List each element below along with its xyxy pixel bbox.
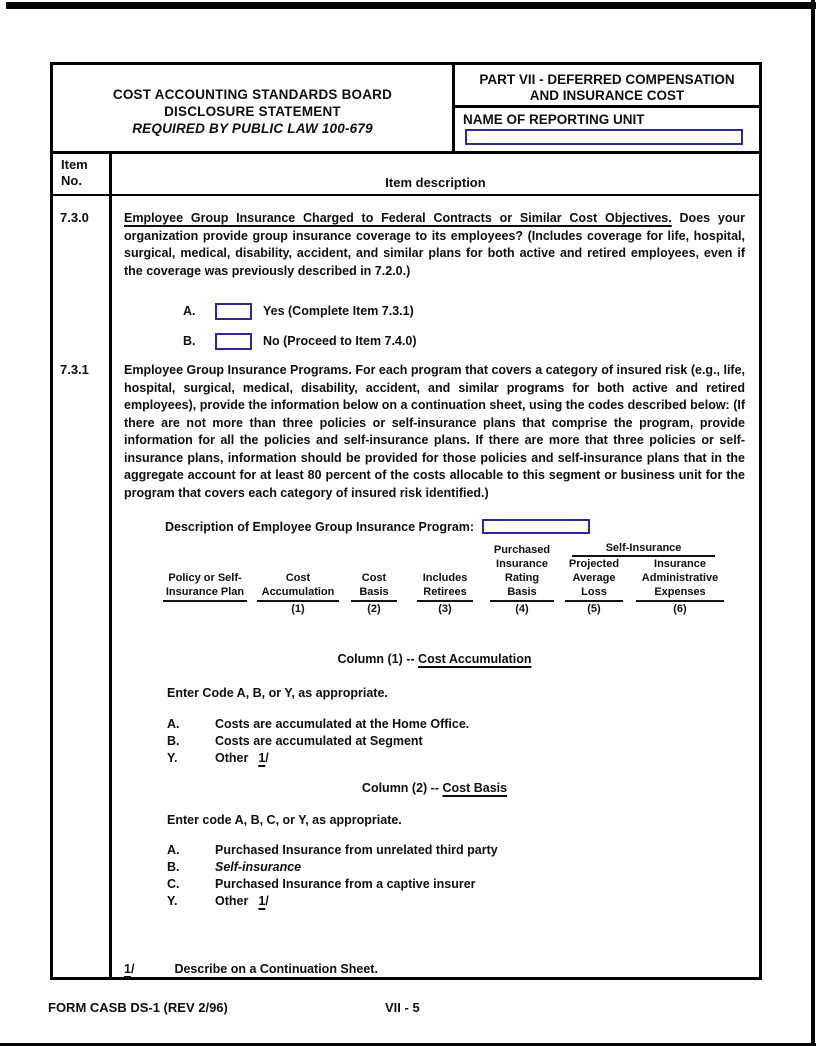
item-description-header	[112, 154, 759, 194]
column-header-cost-accumulation	[257, 571, 339, 617]
program-description-row	[165, 519, 745, 537]
column-header-line: Insurance	[496, 558, 548, 570]
yes-checkbox[interactable]	[215, 303, 252, 320]
column-header-line: Basis	[359, 586, 389, 598]
item-number-731: 7.3.1	[60, 362, 89, 377]
column-header-line: Expenses	[654, 586, 706, 598]
code-text: Purchased Insurance from a captive insurer	[215, 877, 476, 891]
code-letter: B.	[167, 734, 180, 748]
column-header-line: Purchased	[493, 544, 551, 556]
footnote-reference-slash: /	[265, 894, 269, 908]
item-730-body: Does your organization provide group insurance coverage to its employees? (Includes coverage for life, hospital, surgical, medical, disability, accident, and similar plans for both active and retired employees, even if the coverage was previously described in 7.2.0.)	[124, 211, 745, 278]
form-id: FORM CASB DS-1 (REV 2/96)	[48, 1000, 228, 1015]
column-header-purchased-rating-basis	[490, 543, 554, 617]
column-header-policy-plan	[163, 571, 247, 602]
footnote-text: Describe on a Continuation Sheet.	[174, 962, 378, 976]
item-number-column	[53, 196, 112, 979]
code-text: Costs are accumulated at Segment	[215, 734, 423, 748]
footnote-reference-slash: /	[265, 751, 269, 765]
option-row-yes	[183, 303, 745, 321]
page-number: VII - 5	[385, 1000, 420, 1015]
column-header-cost-basis	[351, 571, 397, 617]
code-row-c	[167, 876, 745, 893]
column-number: (1)	[291, 603, 305, 615]
no-checkbox[interactable]	[215, 333, 252, 350]
part-title	[455, 65, 759, 108]
code-row-y	[167, 893, 745, 910]
code-row-y	[167, 750, 745, 767]
column-header-projected-average-loss	[565, 557, 623, 617]
form-title-line2: DISCLOSURE STATEMENT	[164, 104, 341, 119]
code-letter: Y.	[167, 751, 178, 765]
column-header-line: Retirees	[423, 586, 467, 598]
scan-edge-right	[811, 0, 815, 1046]
code-row-a	[167, 842, 745, 859]
code-letter: A.	[167, 843, 180, 857]
item-731-paragraph: Employee Group Insurance Programs. For each program that covers a category of insured risk (e.g., life, hospital, surgical, medical, disability, accident, and similar programs for both active and retired employees), provide the information below on a continuation sheet, using the codes described below: (If there are not more than three policies or self-insurance plans that comprise the program, provide information for all the policies and self-insurance plans. If there are more that three policies or self-insurance plans, information should be provided for those policies and self-insurance plans that in the aggregate account for at least 80 percent of the costs allocable to this segment or business unit for the program that covers each category of insured risk identified.)	[124, 363, 746, 500]
column-header-line: Cost	[285, 572, 311, 584]
code-text: Other	[215, 751, 249, 765]
option-yes-code: A.	[183, 303, 196, 318]
footnote-marker-slash: /	[130, 962, 135, 976]
item-no-header-line1: Item	[61, 157, 88, 172]
footnote-reference	[258, 894, 268, 908]
code-row-a	[167, 716, 745, 733]
column-header-line: Administrative	[641, 572, 719, 584]
column-number: (2)	[367, 603, 381, 615]
part-title-line1: PART VII - DEFERRED COMPENSATION	[479, 72, 735, 87]
form-header	[53, 65, 759, 154]
item-description-column	[112, 196, 759, 979]
item-description-header-label: Item description	[385, 175, 486, 190]
page-footer	[48, 1000, 760, 1015]
column1-heading	[124, 651, 745, 668]
column2-heading-title: Cost Basis	[442, 781, 508, 795]
scan-edge-top	[6, 2, 816, 9]
code-letter: B.	[167, 860, 180, 874]
code-text: Purchased Insurance from unrelated third party	[215, 843, 498, 857]
footnote-reference-number: 1	[258, 894, 266, 908]
column-number: (4)	[515, 603, 529, 615]
column-header-line: Insurance Plan	[165, 586, 245, 598]
reporting-unit-label: NAME OF REPORTING UNIT	[463, 112, 645, 127]
form-box	[50, 62, 762, 980]
form-title-line1: COST ACCOUNTING STANDARDS BOARD	[112, 87, 393, 102]
column1-heading-prefix: Column (1) --	[337, 652, 419, 666]
reporting-unit-input[interactable]	[465, 129, 743, 145]
column2-heading-prefix: Column (2) --	[361, 781, 443, 795]
self-insurance-group-header: Self-Insurance	[572, 541, 715, 557]
column1-code-list	[167, 716, 745, 767]
column1-heading-title: Cost Accumulation	[418, 652, 532, 666]
column-number: (3)	[438, 603, 452, 615]
column-header-includes-retirees	[417, 571, 473, 617]
option-yes-label: Yes (Complete Item 7.3.1)	[263, 303, 414, 318]
program-description-label: Description of Employee Group Insurance Program:	[165, 520, 475, 534]
column-header-insurance-admin-expenses	[636, 557, 724, 617]
code-text: Self-insurance	[215, 860, 302, 874]
option-no-code: B.	[183, 333, 196, 348]
code-letter: A.	[167, 717, 180, 731]
item-730-paragraph	[124, 210, 745, 280]
column2-intro: Enter code A, B, C, or Y, as appropriate.	[167, 813, 402, 827]
plan-columns-header	[124, 539, 745, 625]
column-header-line: Accumulation	[261, 586, 335, 598]
column2-heading	[124, 780, 745, 797]
program-description-input[interactable]	[482, 519, 590, 534]
option-row-no	[183, 333, 745, 351]
column-header-line: Average	[572, 572, 616, 584]
code-letter: C.	[167, 877, 180, 891]
column-header-line: Loss	[581, 586, 607, 598]
column-header-line: Cost	[361, 572, 387, 584]
column-number: (5)	[587, 603, 601, 615]
table-header-row	[53, 154, 759, 196]
code-letter: Y.	[167, 894, 178, 908]
column-header-line: Projected	[568, 558, 620, 570]
code-row-b	[167, 859, 745, 876]
footnote	[124, 962, 378, 976]
item-no-header	[53, 154, 112, 194]
column-header-line: Policy or Self-	[168, 572, 242, 584]
column-header-line: Insurance	[654, 558, 706, 570]
form-title-line3: REQUIRED BY PUBLIC LAW 100-679	[132, 121, 373, 136]
part-title-line2: AND INSURANCE COST	[529, 88, 685, 103]
form-body	[53, 196, 759, 979]
code-row-b	[167, 733, 745, 750]
column-header-line: Includes	[422, 572, 468, 584]
form-title-block	[53, 65, 455, 151]
column-number: (6)	[673, 603, 687, 615]
footnote-marker-number: 1	[124, 962, 131, 976]
option-no-label: No (Proceed to Item 7.4.0)	[263, 333, 417, 348]
footnote-reference	[258, 751, 268, 765]
column1-intro: Enter Code A, B, or Y, as appropriate.	[167, 686, 388, 700]
code-text: Costs are accumulated at the Home Office.	[215, 717, 470, 731]
code-text: Other	[215, 894, 249, 908]
part-header-block	[455, 65, 759, 151]
item-number-730: 7.3.0	[60, 210, 89, 225]
column-header-rule	[163, 600, 247, 602]
item-no-header-line2: No.	[61, 173, 82, 188]
reporting-unit-cell	[455, 108, 759, 151]
column-header-line: Rating	[504, 572, 540, 584]
column2-code-list	[167, 842, 745, 910]
column-header-line: Basis	[507, 586, 537, 598]
item-730-title: Employee Group Insurance Charged to Federal Contracts or Similar Cost Objectives.	[124, 211, 672, 225]
footnote-reference-number: 1	[258, 751, 266, 765]
footnote-marker	[124, 962, 134, 976]
